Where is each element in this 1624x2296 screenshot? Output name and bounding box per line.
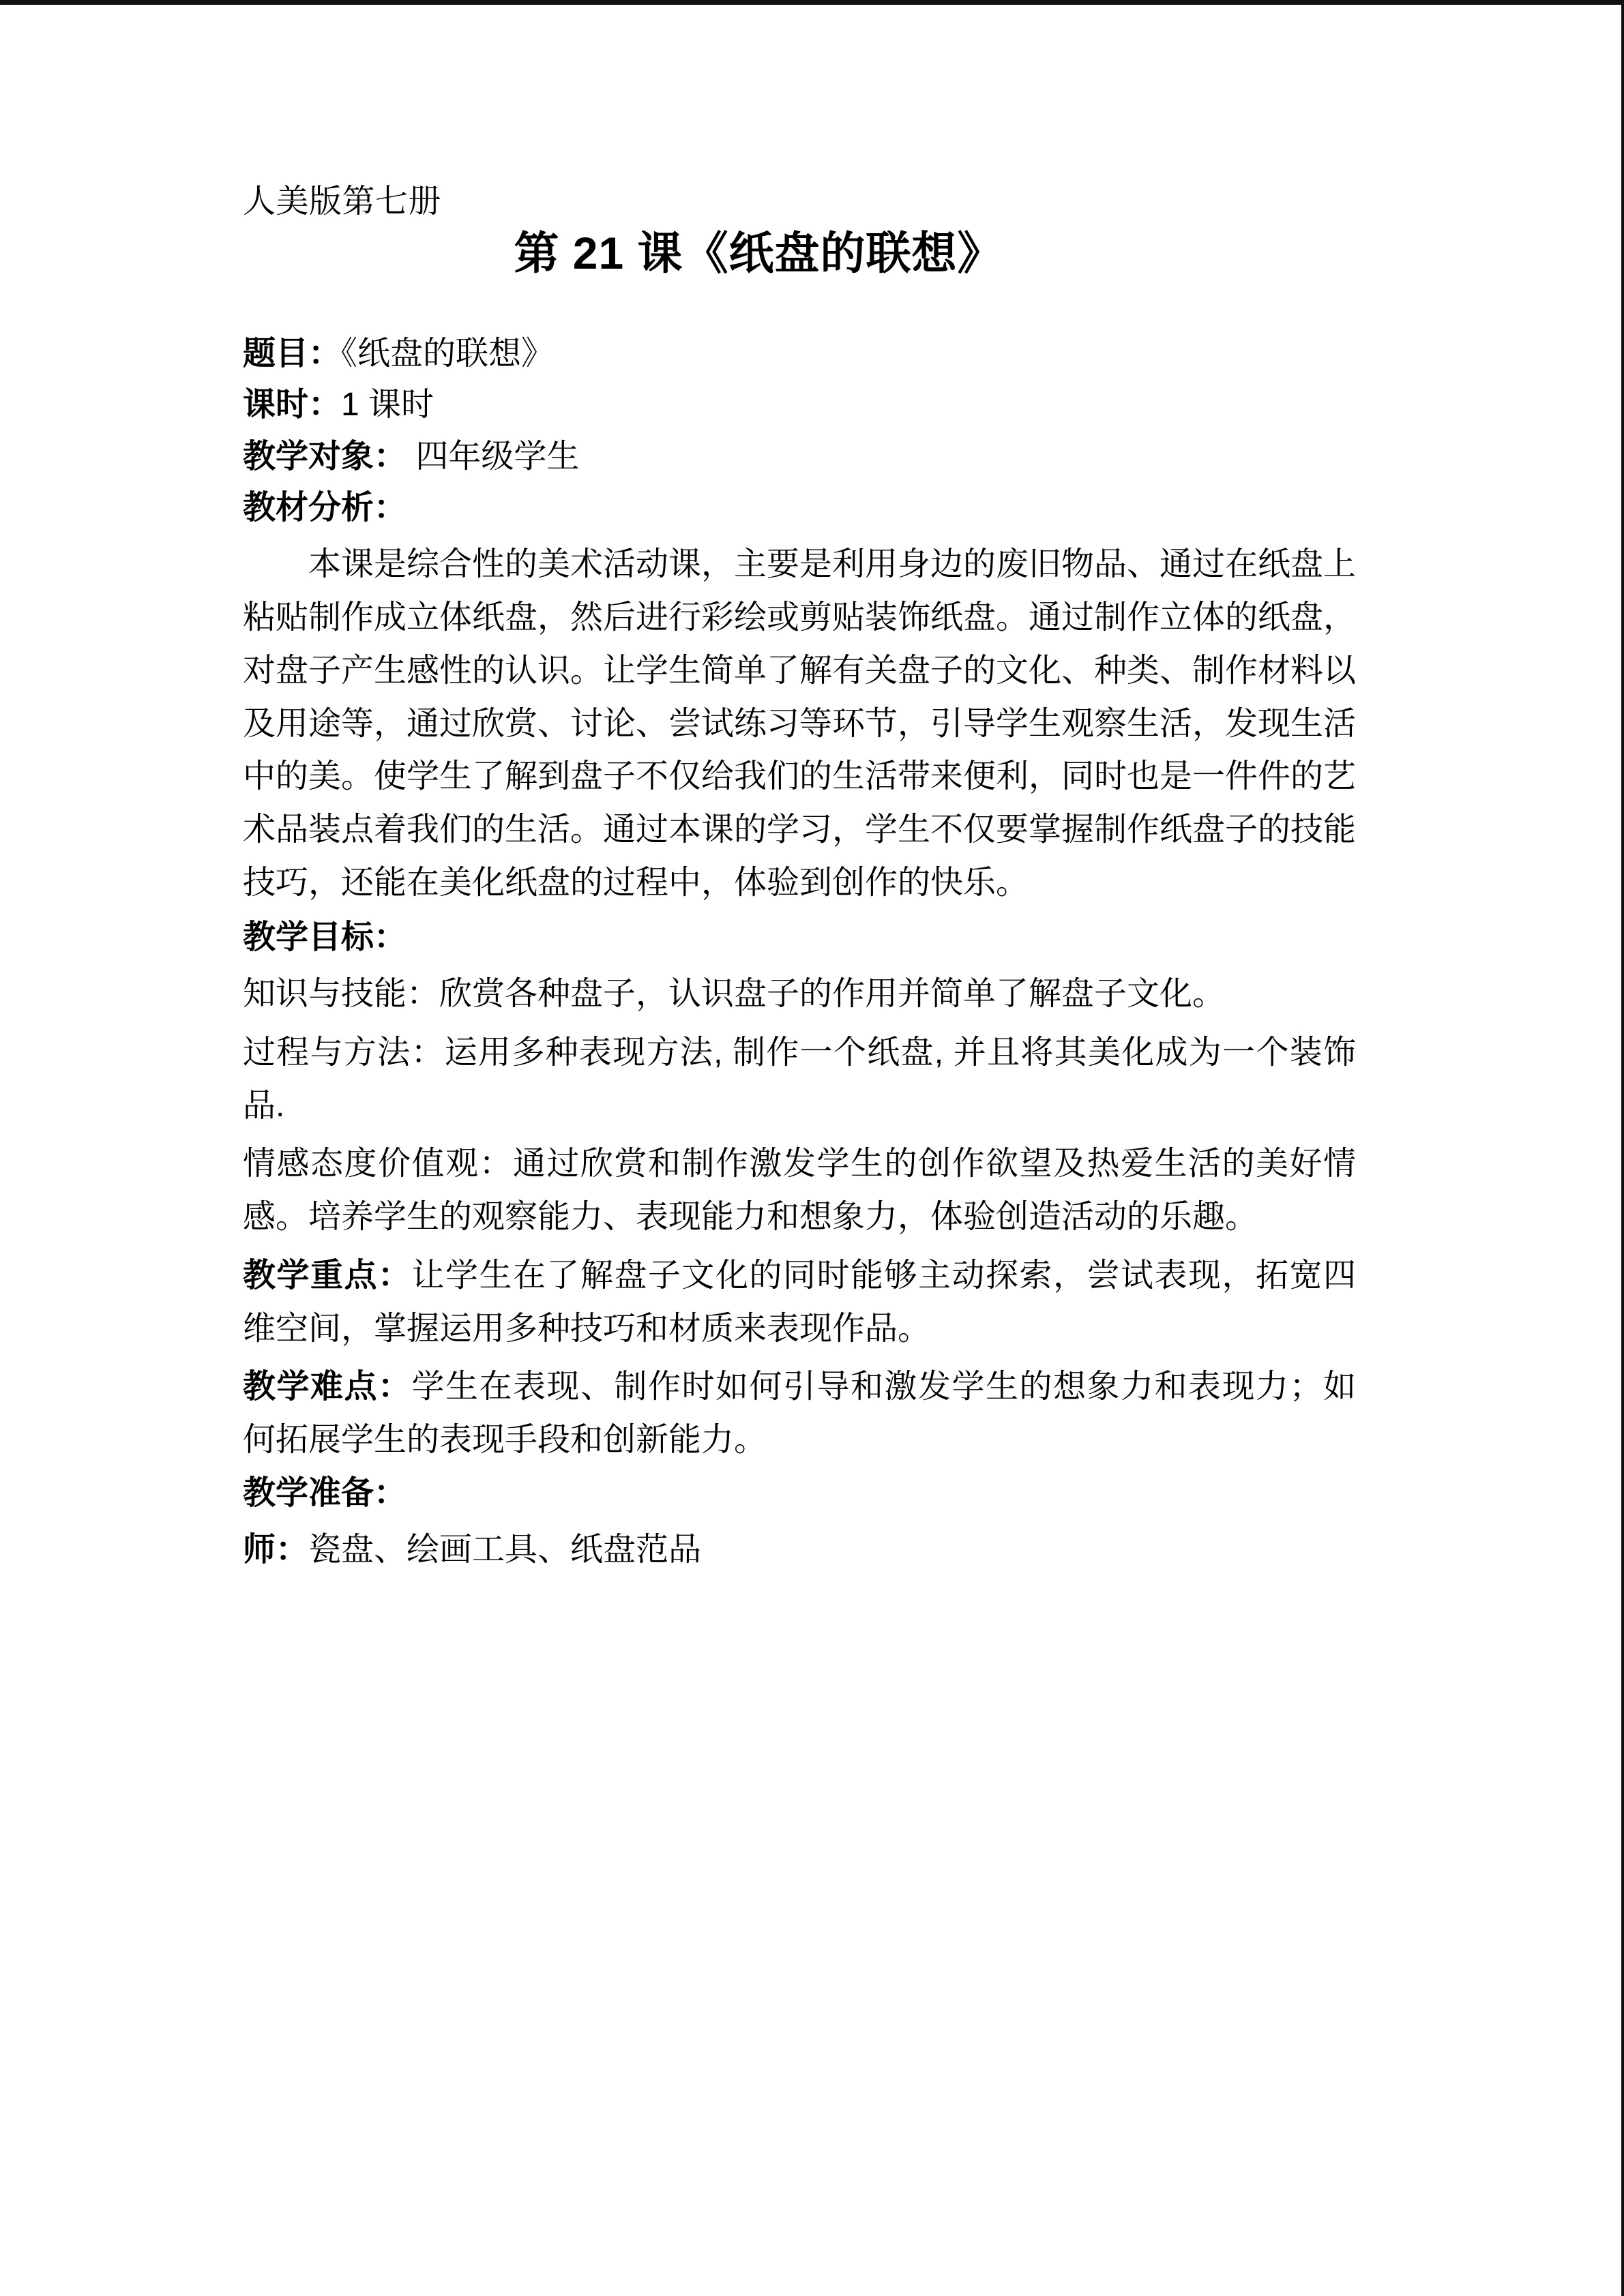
material-analysis-paragraph: 本课是综合性的美术活动课，主要是利用身边的废旧物品、通过在纸盘上粘贴制作成立体纸盘，然后进行彩绘或剪贴装饰纸盘。通过制作立体的纸盘，对盘子产生感性的认识。让学生简单了解有关盘子的文化、种类、制作材料以及用途等，通过欣赏、讨论、尝试练习等环节，引导学生观察生活，发现生活中的美。使学生了解到盘子不仅给我们的生活带来便利，同时也是一件件的艺术品装点着我们的生活。通过本课的学习，学生不仅要掌握制作纸盘子的技能技巧，还能在美化纸盘的过程中，体验到创作的快乐。 xyxy=(243,546,1357,901)
field-audience-value: 四年级学生 xyxy=(407,438,580,475)
section-difficult-points-text: 学生在表现、制作时如何引导和激发学生的想象力和表现力；如何拓展学生的表现手段和创新能力。 xyxy=(243,1369,1356,1459)
section-heading-material-analysis: 教材分析： xyxy=(243,490,407,526)
field-periods-label: 课时： xyxy=(243,387,342,423)
teacher-materials-value: 瓷盘、绘画工具、纸盘范品 xyxy=(308,1532,702,1568)
section-key-points-text: 让学生在了解盘子文化的同时能够主动探索，尝试表现，拓宽四维空间，掌握运用多种技巧和材质来表现作品。 xyxy=(243,1257,1356,1347)
objective-item: 过程与方法：运用多种表现方法, 制作一个纸盘, 并且将其美化成为一个装饰品. xyxy=(243,1034,1356,1124)
field-audience-label: 教学对象： xyxy=(243,438,407,475)
field-periods xyxy=(243,384,1356,426)
field-audience xyxy=(243,436,1356,478)
teacher-label: 师： xyxy=(243,1532,309,1568)
section-heading-objectives: 教学目标： xyxy=(243,919,407,955)
field-periods-value: 1 课时 xyxy=(341,387,434,423)
page-title: 第 21 课《纸盘的联想》 xyxy=(514,228,1003,278)
field-topic xyxy=(243,333,1356,375)
section-key-points-label: 教学重点： xyxy=(243,1257,412,1294)
section-difficult-points-label: 教学难点： xyxy=(243,1369,412,1405)
document-content xyxy=(243,185,1356,1582)
field-topic-value: 《纸盘的联想》 xyxy=(341,335,555,372)
section-difficult-points xyxy=(243,1360,1356,1467)
field-topic-label: 题目： xyxy=(243,335,342,372)
section-key-points xyxy=(243,1249,1356,1356)
teacher-materials-line xyxy=(243,1523,1356,1577)
objective-item: 情感态度价值观：通过欣赏和制作激发学生的创作欲望及热爱生活的美好情感。培养学生的观察能力、表现能力和想象力，体验创造活动的乐趣。 xyxy=(243,1146,1356,1236)
section-heading-preparation: 教学准备： xyxy=(243,1474,407,1511)
objective-item: 知识与技能：欣赏各种盘子，认识盘子的作用并简单了解盘子文化。 xyxy=(243,976,1226,1013)
textbook-series-label: 人美版第七册 xyxy=(243,183,442,220)
